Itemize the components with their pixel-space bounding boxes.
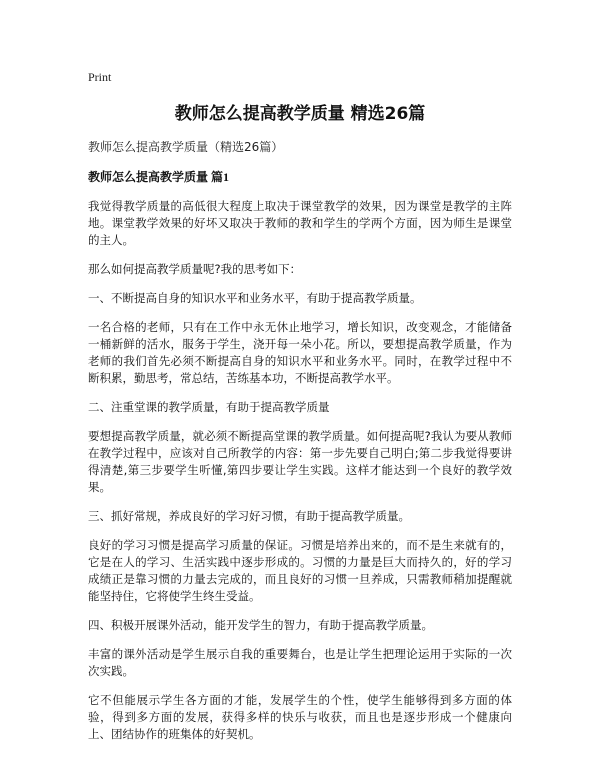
paragraph-point-4-continued: 它不但能展示学生各方面的才能，发展学生的个性，使学生能够得到多方面的体验，得到多方面的发展，获得多样的快乐与收获，而且也是逐步形成一个健康向上、团结协作的班集体的好契机。 — [88, 693, 512, 741]
paragraph-point-1-heading: 一、不断提高自身的知识水平和业务水平，有助于提高教学质量。 — [88, 291, 422, 305]
paragraph-point-4-heading: 四、积极开展课外活动，能开发学生的智力，有助于提高教学质量。 — [88, 618, 433, 632]
paragraph-question: 那么如何提高教学质量呢?我的思考如下： — [88, 262, 302, 276]
document-subtitle: 教师怎么提高教学质量（精选26篇） — [88, 140, 284, 154]
section-heading: 教师怎么提高教学质量 篇1 — [88, 170, 230, 184]
paragraph-point-2-body: 要想提高教学质量，就必须不断提高堂课的教学质量。如何提高呢?我认为要从教师在教学过程中，应该对自己所教学的内容：第一步先要自己明白;第二步我觉得要讲得清楚,第三步要学生听懂,第四步要让学生实践。这样才能达到一个良好的教学效果。 — [88, 429, 512, 494]
print-link[interactable]: Print — [88, 70, 112, 84]
paragraph-point-1-body: 一名合格的老师，只有在工作中永无休止地学习，增长知识，改变观念，才能储备一桶新鲜的活水，服务于学生，浇开每一朵小花。所以，要想提高教学质量，作为老师的我们首先必须不断提高自身的知识水平和业务水平。同时，在教学过程中不断积累，勤思考，常总结，苦练基本功，不断提高教学水平。 — [88, 320, 512, 385]
paragraph-point-3-heading: 三、抓好常规，养成良好的学习好习惯，有助于提高教学质量。 — [88, 509, 410, 523]
paragraph-point-3-body: 良好的学习习惯是提高学习质量的保证。习惯是培养出来的，而不是生来就有的，它是在人的学习、生活实践中逐步形成的。习惯的力量是巨大而持久的，好的学习成绩正是靠习惯的力量去完成的，而且良好的习惯一旦养成，只需教师稍加提醒就能坚持住，它将使学生终生受益。 — [88, 538, 512, 603]
paragraph-point-4-body: 丰富的课外活动是学生展示自我的重要舞台，也是让学生把理论运用于实际的一次次实践。 — [88, 647, 512, 678]
page-title: 教师怎么提高教学质量 精选26篇 — [174, 104, 426, 124]
paragraph-point-2-heading: 二、注重堂课的教学质量，有助于提高教学质量 — [88, 400, 330, 414]
paragraph-intro: 我觉得教学质量的高低很大程度上取决于课堂教学的效果，因为课堂是教学的主阵地。课堂教学效果的好坏又取决于教师的教和学生的学两个方面，因为师生是课堂的主人。 — [88, 199, 512, 247]
